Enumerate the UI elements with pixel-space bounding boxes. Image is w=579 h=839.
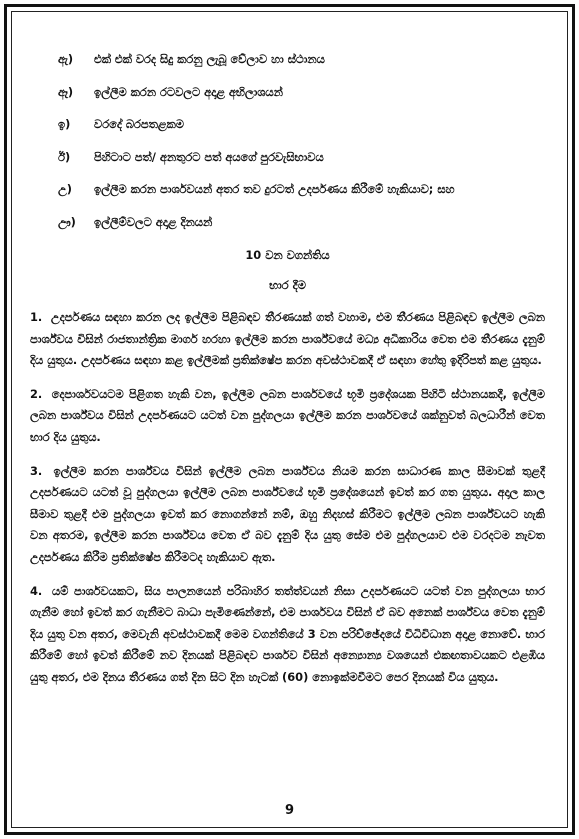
list-text: ඉල්ලීම කරන පාර්ශවයන් අතර තව දුරටත් උදර්පණය කිරීමේ හැකියාව; සහ xyxy=(94,182,455,196)
list-text: ඉල්ලීම කරන රටවලට අදාළ අභිලාශයන් xyxy=(94,84,283,99)
paragraph xyxy=(30,384,545,449)
paragraph xyxy=(30,581,545,689)
paragraph-text: දෙපාර්ශවයටම පිළිගත හැකි වන, ඉල්ලීම ලබන පාර්ශවයේ භූමි ප්‍රදේශයක පිහිටි ස්ථානයකදී, ඉල්ලීම ලබන පාර්ශ්වය විසින් උදර්පණයට යටත් වන පුද්ගලයා ඉල්ලීම කරන පාර්ශවයේ ශක්නුවත් බලධාරීන් වෙත භාර දිය යුතුය. xyxy=(30,386,545,444)
list-marker: ඊ) xyxy=(58,149,71,164)
paragraph-number: 1. xyxy=(30,310,43,324)
paragraph xyxy=(30,307,545,372)
criteria-list xyxy=(30,52,545,230)
paragraph-number: 4. xyxy=(30,583,43,598)
section-title: 10 වන වගන්තිය xyxy=(245,248,330,262)
paragraph-text: උදර්පණය සඳහා කරන ලද ඉල්ලීම පිළිබඳව තීරණයක් ගත් වහාම, එම තීරණය පිළිබඳව ඉල්ලීම ලබන පාර්ශ්වය විසින් රාජතාන්ත්‍රික මාර්ග හරහා ඉල්ලීම කරන පාර්ශ්වයේ මධ්‍ය අධිකාරිය වෙත එම තීරණය දැනුම් දිය යුතුය. උදර්පණය සඳහා කළ ඉල්ලීමක් ප්‍රතික්ෂේප කරන අවස්ථාවකදී ඒ සඳහා හේතු ඉදිරිපත් කළ යුතුය. xyxy=(30,310,546,368)
list-item xyxy=(58,85,545,100)
list-item xyxy=(58,150,545,165)
paragraph-text: ඉල්ලීම කරන පාර්ශ්වය විසින් ඉල්ලීම ලබන පාර්ශ්වය නියම කරන සාධාරණ කාල සීමාවක් තුළදී උදර්පණයට යටත් වූ පුද්ගලයා ඉල්ලීම ලබන පාර්ශ්වයේ භූමි ප්‍රදේශයෙන් ඉවත් කර ගත යුතුය. අදාල කාල සීමාව තුළදී එම පුද්ගලයා ඉවත් කර නොගන්නේ නම්, ඔහු නිදහස් කිරීමට ඉල්ලීම ලබන පාර්ශ්වයට හැකි වන අතරම, ඉල්ලීම කරන පාර්ශ්වය වෙත ඒ බව දැනුම් දිය යුතු සේම එම පුද්ගලයාව එම වරදටම නැවත උදර්පණය කිරීම ප්‍රතික්ෂේප කිරීමටද හැකියාව ඇත. xyxy=(30,463,546,564)
section-subtitle: භාර දීම xyxy=(269,278,306,292)
paragraph-number: 2. xyxy=(30,386,43,401)
list-marker: උ) xyxy=(58,182,72,196)
list-item xyxy=(58,52,545,67)
list-marker: ඌ) xyxy=(58,214,76,229)
list-text: ඉල්ලීම්වලට අදාළ දිනයන් xyxy=(94,214,213,229)
list-item xyxy=(58,117,545,132)
page-number: 9 xyxy=(284,803,295,818)
list-text: එක් එක් වරද සිදු කරනු ලැබූ වේලාව හා ස්ථානය xyxy=(94,52,325,66)
list-marker: ඉ) xyxy=(58,117,71,131)
list-marker: ඇ) xyxy=(58,52,74,66)
list-item xyxy=(58,182,545,197)
paragraph xyxy=(30,461,545,569)
page-content xyxy=(30,52,545,701)
list-text: පිහිටාට පත්/ අනතුරට පත් අයගේ පුරවැසිභාවය xyxy=(94,149,324,164)
paragraph-text: යම් පාර්ශවයකට, සිය පාලනයෙන් පරිබාහිර තත්ත්වයන් නිසා උදර්පණයට යටත් වන පුද්ගලයා භාර ගැනීම හෝ ඉවත් කර ගැනීමට බාධා පැමිණෙන්නේ, එම පාර්ශවය විසින් ඒ බව අනෙක් පාර්ශ්වය වෙත දැනුම් දිය යුතු වන අතර, මෙවැනි අවස්ථාවකදී මෙම වගන්තියේ 3 වන පරිච්ඡේදයේ විධිවිධාන අදාළ නොවේ. භාර කිරීමේ හෝ ඉවත් කිරීමේ නව දිනයක් පිළිබඳව පාර්ශව විසින් අන්‍යොන්‍ය වශයෙන් එකඟතාවයකට එළඹිය යුතු අතර, එම දිනය තීරණය ගත් දින සිට දින හැටක් (60) නොඉක්මවීමට පෙර දිනයක් විය යුතුය. xyxy=(30,583,545,684)
list-item xyxy=(58,215,545,230)
list-marker: ඈ) xyxy=(58,84,74,99)
paragraph-number: 3. xyxy=(30,463,43,478)
list-text: වරදේ බරපතළකම xyxy=(94,117,184,131)
